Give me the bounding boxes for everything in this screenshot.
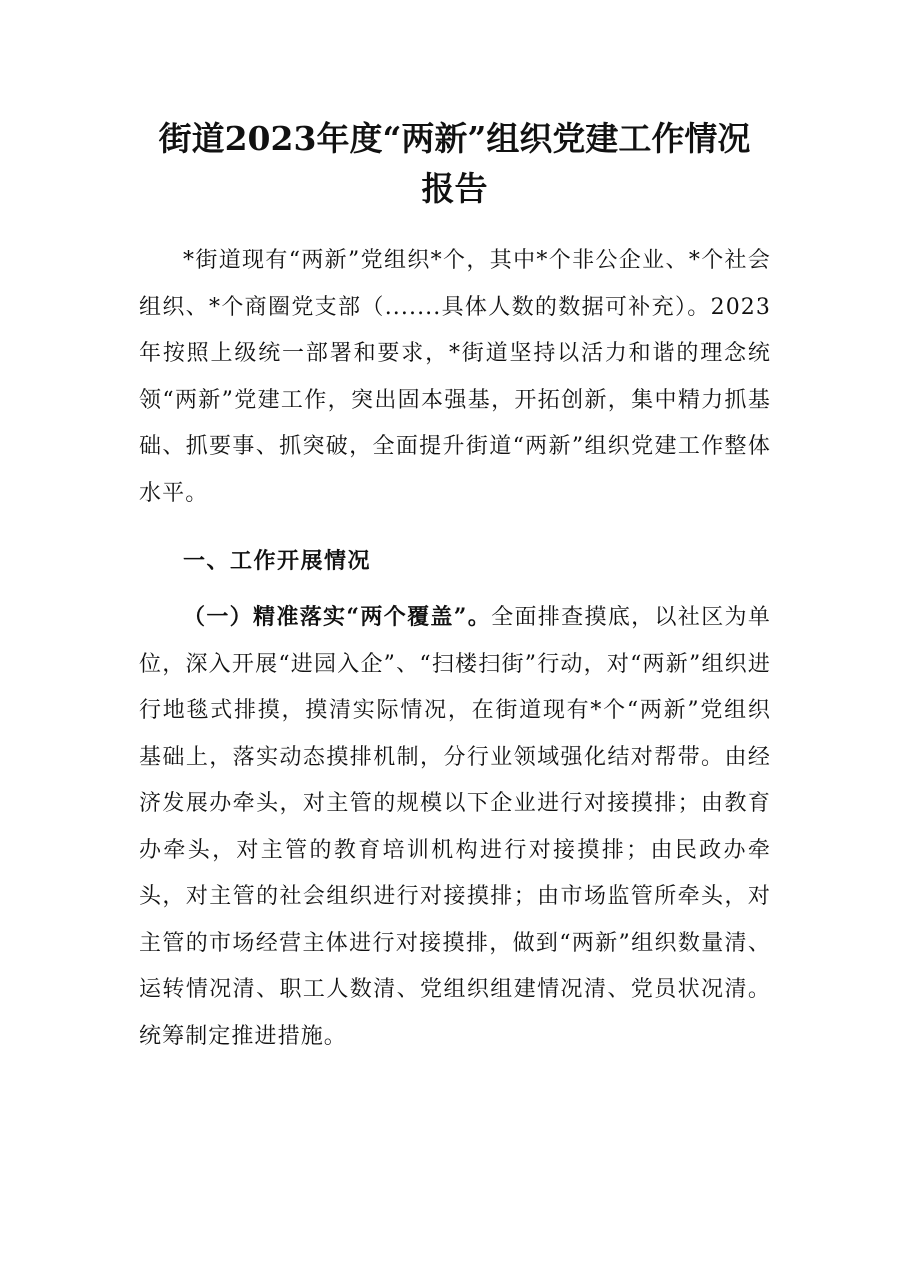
subsection-body-text: 全面排查摸底，以社区为单位，深入开展“进园入企”、“扫楼扫街”行动，对“两新”组织进行地毯式排摸，摸清实际情况，在街道现有*个“两新”党组织基础上，落实动态摸排机制，分行业领域强化结对帮带。由经济发展办牵头，对主管的规模以下企业进行对接摸排；由教育办牵头，对主管的教育培训机构进行对接摸排；由民政办牵头，对主管的社会组织进行对接摸排；由市场监管所牵头，对主管的市场经营主体进行对接摸排，做到“两新”组织数量清、运转情况清、职工人数清、党组织组建情况清、党员状况清。统筹制定推进措施。: [139, 605, 772, 1049]
section-heading-work-progress: 一、工作开展情况: [183, 548, 372, 574]
intro-paragraph: *街道现有“两新”党组织*个，其中*个非公企业、*个社会组织、*个商圈党支部（.......具体人数的数据可补充）。2023年按照上级统一部署和要求，*街道坚持以活力和谐的理念统领“两新”党建工作，突出固本强基，开拓创新，集中精力抓基础、抓要事、抓突破，全面提升街道“两新”组织党建工作整体水平。: [139, 248, 771, 506]
subsection-lead-heading: （一）精准落实“两个覆盖”。: [183, 604, 492, 630]
document-title-line-1: 街道2023年度“两新”组织党建工作情况: [158, 119, 751, 158]
document-title-line-2: 报告: [421, 169, 488, 208]
document-title: [120, 114, 789, 214]
subsection-paragraph-coverage: [139, 594, 771, 1060]
